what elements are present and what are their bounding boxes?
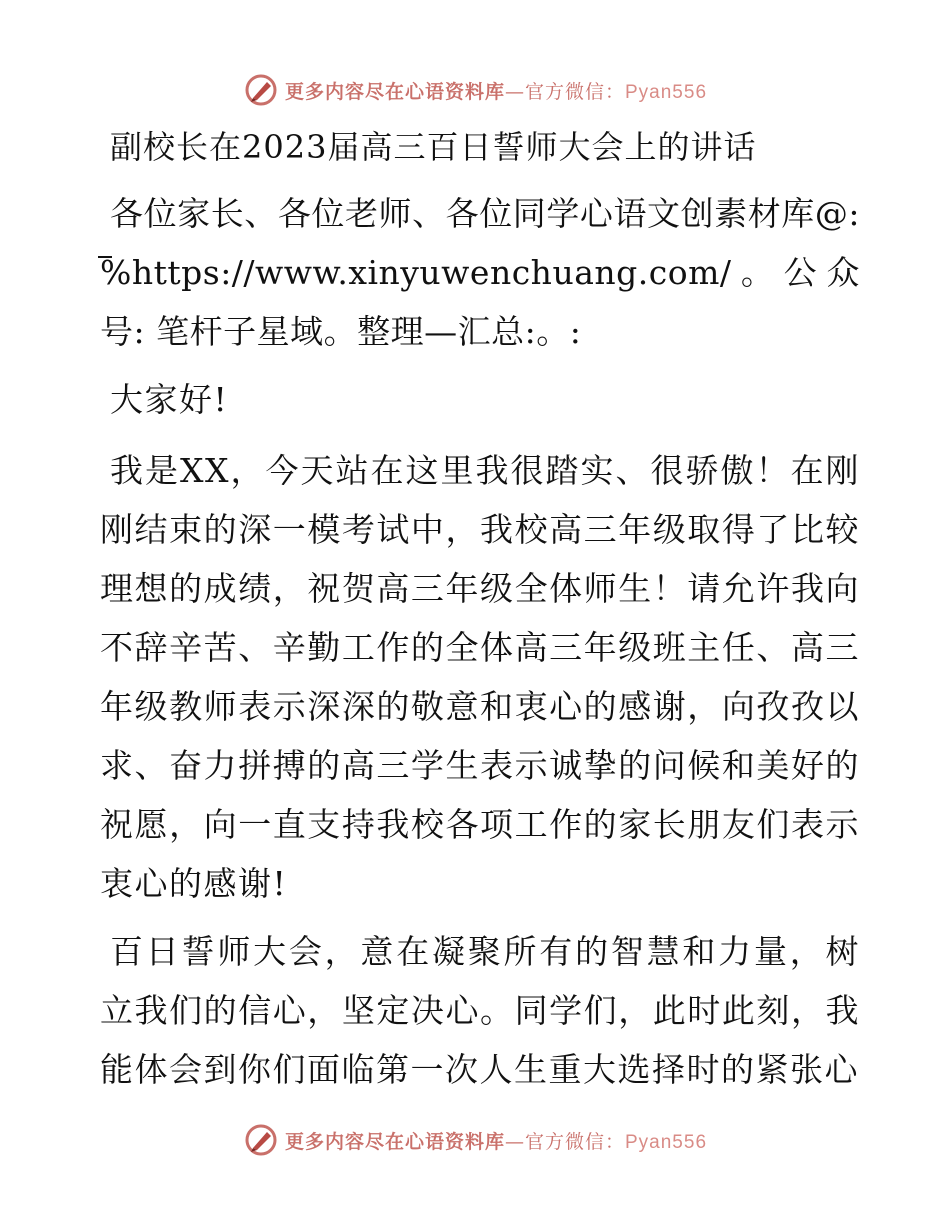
pen-logo-icon [243,72,279,108]
pen-logo-icon [243,1122,279,1158]
banner-wechat-id: Pyan556 [625,1131,708,1153]
paragraph-hello: 大家好! [110,380,229,419]
paragraph-intro: 我是XX，今天站在这里我很踏实、很骄傲！在刚刚结束的深一模考试中，我校高三年级取得了比较理想的成绩，祝贺高三年级全体师生！请允许我向不辞辛苦、辛勤工作的全体高三年级班主任、高三年级教师表示深深的敬意和衷心的感谢，向孜孜以求、奋力拼搏的高三学生表示诚挚的问候和美好的祝愿，向一直支持我校各项工作的家长朋友们表示衷心的感谢! [100,451,860,903]
banner-wechat-label: 官方微信： [524,80,625,103]
banner-wechat-id: Pyan556 [625,81,708,103]
banner-slogan: 更多内容尽在心语资料库 [284,80,505,103]
banner-dash: — [504,80,525,103]
banner-slogan: 更多内容尽在心语资料库 [284,1130,505,1153]
footer-banner [0,1120,950,1160]
document-body [100,122,860,1108]
banner-text [285,1127,707,1154]
banner-dash: — [504,1130,525,1153]
paragraph-purpose: 百日誓师大会，意在凝聚所有的智慧和力量，树立我们的信心，坚定决心。同学们，此时此刻，我能体会到你们面临第一次人生重大选择时的紧张心 [100,932,860,1089]
banner-wechat-label: 官方微信： [524,1130,625,1153]
document-title: 副校长在2023届高三百日誓师大会上的讲话 [110,128,757,166]
header-banner [0,70,950,110]
paragraph-greeting-line: 各位家长、各位老师、各位同学心语文创素材库@: %https://www.xinyuwenchuang.com/。公众号: 笔杆子星域。整理—汇总:。: [100,194,860,351]
banner-text [285,77,707,104]
